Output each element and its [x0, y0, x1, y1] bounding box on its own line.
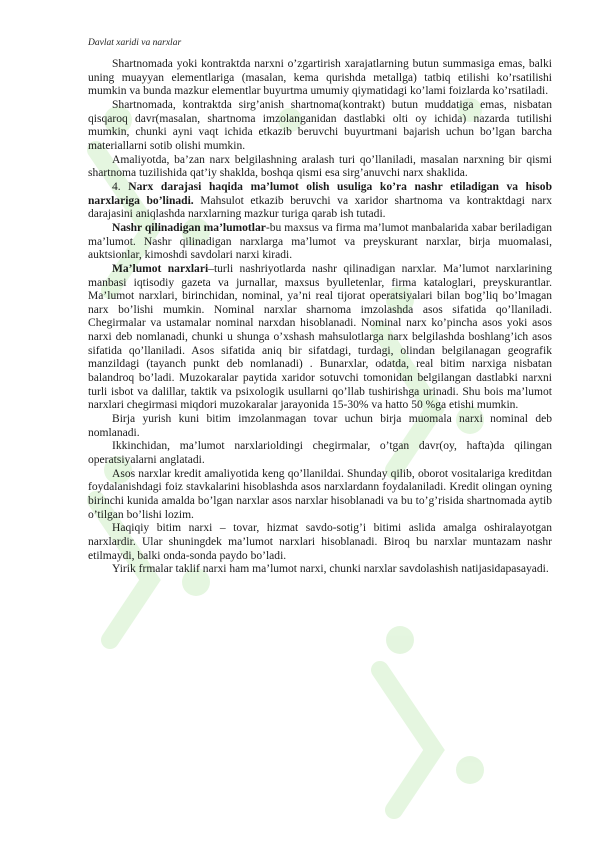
paragraph: Haqiqiy bitim narxi – tovar, hizmat savdo-sotig’i bitimi aslida amalga oshiralayotgan narxlardir. Ular shuningdek ma’lumot narxlari hisoblanadi. Biroq bu narxlar muntazam nashr etilmaydi, balki onda-sonda paydo bo’ladi.: [88, 522, 552, 562]
paragraph-definition: Ma’lumot narxlari–turli nashriyotlarda nashr qilinadigan narxlar. Ma’lumot narxlarining manbasi iqtisodiy gazeta va jurnallar, maxsus byulletenlar, firma kataloglari, preyskurantlar. Ma’lumot narxlari, birinchidan, nominal, ya’ni real tijorat operatsiyalari bilan bog’liq bo’lmagan narx bo’lishi mumkin. Nominal narxlar sharnoma imzolashda asos sifatida qo’llaniladi. Chegirmalar va ustamalar nominal narxdan hisoblanadi. Nominal narx ko’pincha asos yoki asos narxi deb nomlanadi, chunki u shunga o’xshash mahsulotlarga narx belgilashda boshlang’ich asos sifatida qo’llaniladi. Asos sifatida aniq bir sifatdagi, turdagi, olindan belgilanagan geografik manzildagi (tayanch punkt deb nomlanadi) . Bunarxlar, odatda, real bitim narxiga nisbatan balandroq bo’ladi. Muzokaralar paytida xaridor sotuvchi tomonidan belgilangan dastlabki narxni turli isbot va dalillar, taktik va psixologik usullarni qo’llab tushirishga urinadi. Shu bois ma’lumot narxlari chegirmasi miqdori muzokaralar jarayonida 15-30% va hatto 50 %ga etishi mumkin.: [88, 262, 552, 412]
running-header: Davlat xaridi va narxlar: [88, 38, 182, 48]
section-heading: Narx darajasi haqida ma’lumot olish usuliga ko’ra nashr etiladigan va hisob narxlariga bo’linadi.: [88, 180, 552, 207]
paragraph: Shartnomada, kontraktda sirg’anish shartnoma(kontrakt) butun muddatiga emas, nisbatan qisqaroq davr(masalan, shartnoma imzolanganidan dastlabki olti oy ichida) nazarda tutilishi mumkin, chunki ayni vaqt ichida etkazib beruvchi buyurtmani bajarish uchun bo’lgan barcha materiallarni sotib olishi mumkin.: [88, 98, 552, 152]
paragraph: Yirik frmalar taklif narxi ham ma’lumot narxi, chunki narxlar savdolashish natijasidapasayadi.: [112, 563, 549, 576]
paragraph: Amaliyotda, ba’zan narx belgilashning aralash turi qo’llaniladi, masalan narxning bir qismi shartnoma tuzilishida qat’iy shaklda, boshqa qismi esa sirg’anuvchi narx shaklida.: [88, 153, 552, 180]
paragraph-section-heading: 4. Narx darajasi haqida ma’lumot olish usuliga ko’ra nashr etiladigan va hisob narxlariga bo’linadi. Mahsulot etkazib beruvchi va xaridor shartnoma va kontraktdagi narx darajasini aniqlashda narxlarning mazkur turiga qarab ish tutadi.: [88, 180, 552, 221]
term: Nashr qilinadigan ma’lumotlar: [112, 221, 266, 234]
paragraph: Shartnomada yoki kontraktda narxni o’zgartirish xarajatlarning butun summasiga emas, balki uning muayyan elementlariga (masalan, kema qurishda metallga) tatbiq etilishi ko’rsatilishi mumkin va bunda mazkur elementlar buyurtma umumiy qiymatidagi ko’lami foizlarda ko’rsatiladi.: [88, 58, 552, 98]
term: Ma’lumot narxlari: [112, 262, 209, 275]
paragraph: Ikkinchidan, ma’lumot narxlarioldingi chegirmalar, o’tgan davr(oy, hafta)da qilingan operatsiyalarni anglatadi.: [88, 440, 552, 467]
paragraph: Birja yurish kuni bitim imzolanmagan tovar uchun birja muomala narxi nominal deb nomlanadi.: [88, 413, 552, 439]
paragraph: Asos narxlar kredit amaliyotida keng qo’llanildai. Shunday qilib, oborot vositalariga kreditdan foydalanishdagi foiz stavkalarini hisoblashda asos narxlardann foydalaniladi. Kredit olingan oyning birinchi kunida amalda bo’lgan narxlar asos narxlar hisoblanadi va bu to’g’risida shartnomada aytib o’tilgan bo’lishi lozim.: [88, 467, 552, 521]
paragraph-definition: Nashr qilinadigan ma’lumotlar-bu maxsus va firma ma’lumot manbalarida xabar beriladigan ma’lumot. Nashr qilinadigan narxlarga ma’lumot va preyskurant narxlar, birja muomalasi, auktsionlar, kimoshdi savdolari narxi kiradi.: [88, 221, 552, 262]
document-body: [88, 58, 552, 577]
